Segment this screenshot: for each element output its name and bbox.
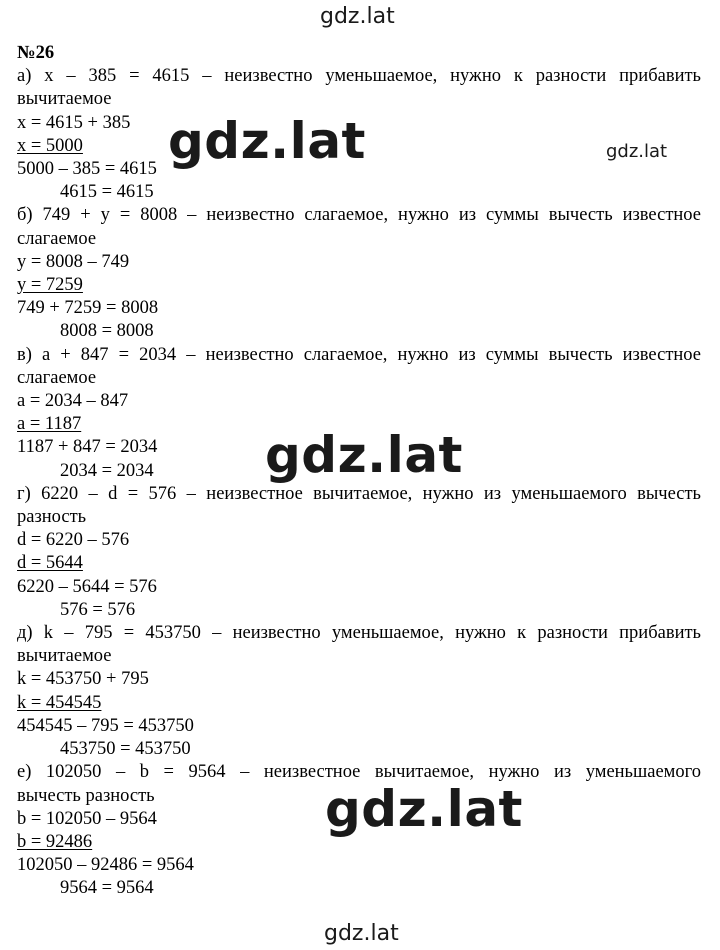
exercise-title: №26 — [17, 43, 55, 63]
solution-answer: d = 5644 — [17, 553, 83, 574]
problem-statement-line1: е) 102050 – b = 9564 – неизвестное вычитаемое, нужно из уменьшаемого — [17, 762, 701, 783]
problem-a — [17, 65, 701, 204]
check-equation: 1187 + 847 = 2034 — [17, 437, 158, 458]
check-result: 8008 = 8008 — [60, 321, 154, 342]
watermark-top: gdz.lat — [320, 4, 395, 29]
problem-statement-line2: разность — [17, 507, 87, 528]
problem-statement-line1: г) 6220 – d = 576 – неизвестное вычитаемое, нужно из уменьшаемого вычесть — [17, 483, 701, 504]
problem-c — [17, 344, 701, 483]
watermark-large-1: gdz.lat — [168, 112, 366, 170]
solution-answer: k = 454545 — [17, 692, 102, 713]
problem-statement-line1: а) x – 385 = 4615 – неизвестно уменьшаемое, нужно к разности прибавить — [17, 66, 701, 87]
solution-document — [17, 42, 701, 901]
check-equation: 454545 – 795 = 453750 — [17, 715, 194, 736]
solution-step: d = 6220 – 576 — [17, 530, 130, 551]
solution-step: x = 4615 + 385 — [17, 112, 131, 133]
problem-b — [17, 204, 701, 343]
problem-statement-line1: в) a + 847 = 2034 – неизвестно слагаемое, нужно из суммы вычесть известное — [17, 344, 701, 365]
watermark-large-2: gdz.lat — [265, 426, 463, 484]
problem-statement-line2: вычитаемое — [17, 646, 112, 667]
check-result: 453750 = 453750 — [60, 739, 191, 760]
check-equation: 5000 – 385 = 4615 — [17, 159, 157, 180]
check-result: 4615 = 4615 — [60, 182, 154, 203]
problem-d — [17, 483, 701, 622]
check-equation: 102050 – 92486 = 9564 — [17, 855, 194, 876]
problem-e — [17, 622, 701, 761]
watermark-large-3: gdz.lat — [325, 780, 523, 838]
check-equation: 6220 – 5644 = 576 — [17, 576, 157, 597]
problem-statement-line2: вычитаемое — [17, 89, 112, 110]
solution-step: k = 453750 + 795 — [17, 669, 149, 690]
check-result: 2034 = 2034 — [60, 460, 154, 481]
check-result: 9564 = 9564 — [60, 878, 154, 899]
problem-statement-line2: вычесть разность — [17, 785, 155, 806]
solution-step: y = 8008 – 749 — [17, 251, 130, 272]
solution-step: b = 102050 – 9564 — [17, 808, 157, 829]
problem-statement-line2: слагаемое — [17, 367, 97, 388]
problem-statement-line2: слагаемое — [17, 228, 97, 249]
solution-answer: x = 5000 — [17, 135, 83, 156]
solution-answer: y = 7259 — [17, 275, 83, 296]
problem-statement-line1: д) k – 795 = 453750 – неизвестно уменьшаемое, нужно к разности прибавить — [17, 623, 701, 644]
solution-step: a = 2034 – 847 — [17, 391, 129, 412]
problem-f — [17, 761, 701, 900]
check-result: 576 = 576 — [60, 599, 136, 620]
solution-answer: b = 92486 — [17, 831, 93, 852]
check-equation: 749 + 7259 = 8008 — [17, 298, 159, 319]
watermark-small-right: gdz.lat — [606, 141, 668, 162]
solution-answer: a = 1187 — [17, 414, 82, 435]
problem-statement-line1: б) 749 + y = 8008 – неизвестно слагаемое, нужно из суммы вычесть известное — [17, 205, 701, 226]
watermark-bottom: gdz.lat — [324, 921, 399, 946]
